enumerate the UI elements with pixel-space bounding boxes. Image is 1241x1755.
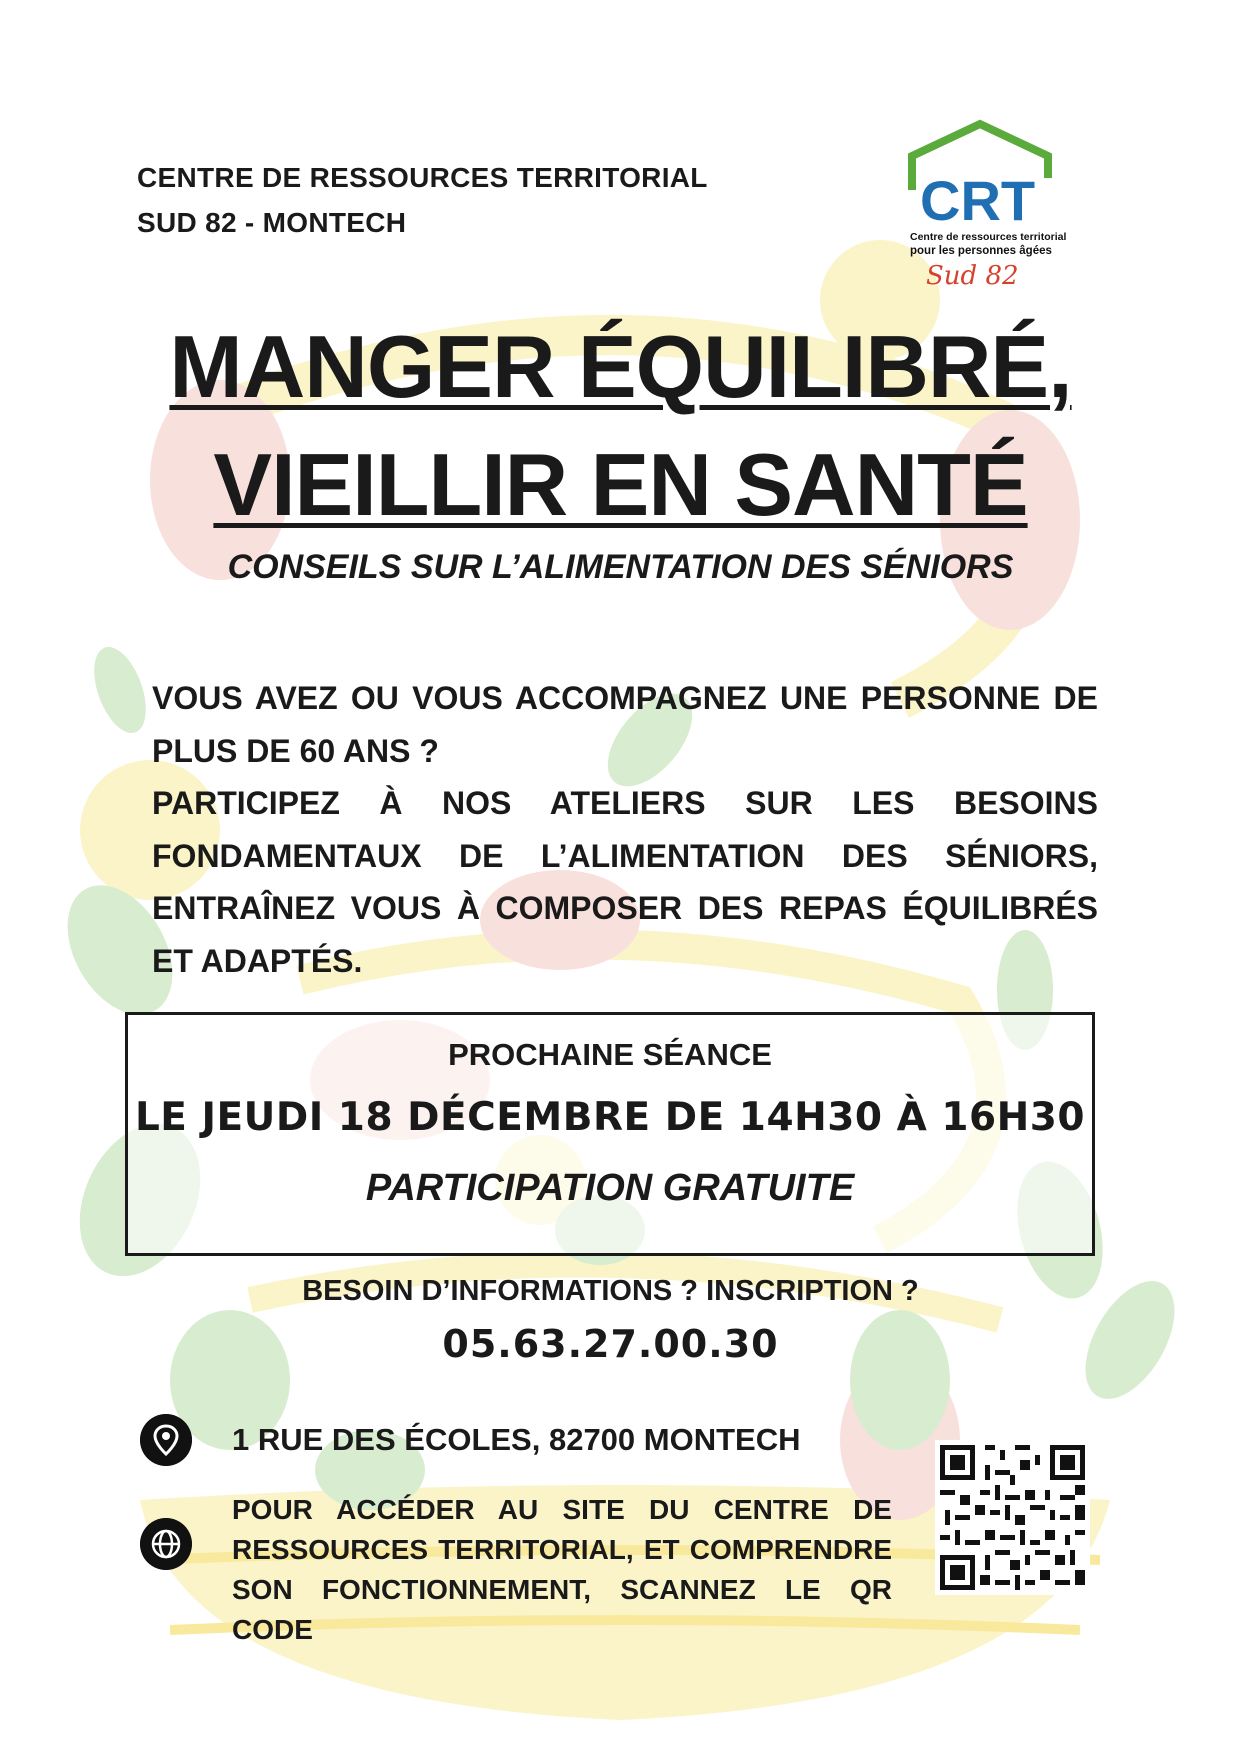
title-line-1: MANGER ÉQUILIBRÉ,: [169, 317, 1072, 416]
organization-name: [137, 155, 708, 245]
event-box: [125, 1012, 1095, 1256]
logo-acronym: CRT: [920, 169, 1036, 232]
body-paragraph-2: PARTICIPEZ À NOS ATELIERS SUR LES BESOINS FONDAMENTAUX DE L’ALIMENTATION DES SÉNIORS, ENTRAÎNEZ VOUS À COMPOSER DES REPAS ÉQUILIBRÉS ET ADAPTÉS.: [152, 785, 1098, 979]
contact-question: BESOIN D’INFORMATIONS ? INSCRIPTION ?: [302, 1275, 919, 1307]
logo-tagline-1: Centre de ressources territorial: [910, 231, 1067, 243]
page-title: [0, 308, 1241, 544]
body-paragraph-1: VOUS AVEZ OU VOUS ACCOMPAGNEZ UNE PERSONNE DE PLUS DE 60 ANS ?: [152, 680, 1098, 769]
event-label: PROCHAINE SÉANCE: [448, 1037, 772, 1072]
contact-phone[interactable]: 05.63.27.00.30: [442, 1322, 779, 1366]
organization-line-1: CENTRE DE RESSOURCES TERRITORIAL: [137, 162, 708, 193]
page-subtitle: CONSEILS SUR L’ALIMENTATION DES SÉNIORS: [227, 548, 1014, 586]
address: 1 RUE DES ÉCOLES, 82700 MONTECH: [232, 1422, 801, 1457]
event-price: PARTICIPATION GRATUITE: [365, 1167, 855, 1209]
qr-instructions: POUR ACCÉDER AU SITE DU CENTRE DE RESSOURCES TERRITORIAL, ET COMPRENDRE SON FONCTIONNEMENT, SCANNEZ LE QR CODE: [232, 1494, 892, 1645]
logo-tagline-2: pour les personnes âgées: [910, 245, 1052, 257]
title-line-2: VIEILLIR EN SANTÉ: [213, 435, 1028, 534]
qr-code[interactable]: [935, 1440, 1090, 1595]
event-date: LE JEUDI 18 DÉCEMBRE DE 14H30 À 16H30: [134, 1095, 1086, 1140]
body-text: [152, 672, 1098, 987]
globe-icon: [140, 1518, 192, 1570]
location-pin-icon: [140, 1414, 192, 1466]
organization-line-2: SUD 82 - MONTECH: [137, 207, 407, 238]
crt-logo: [900, 118, 1080, 298]
logo-region: Sud 82: [926, 261, 1019, 291]
